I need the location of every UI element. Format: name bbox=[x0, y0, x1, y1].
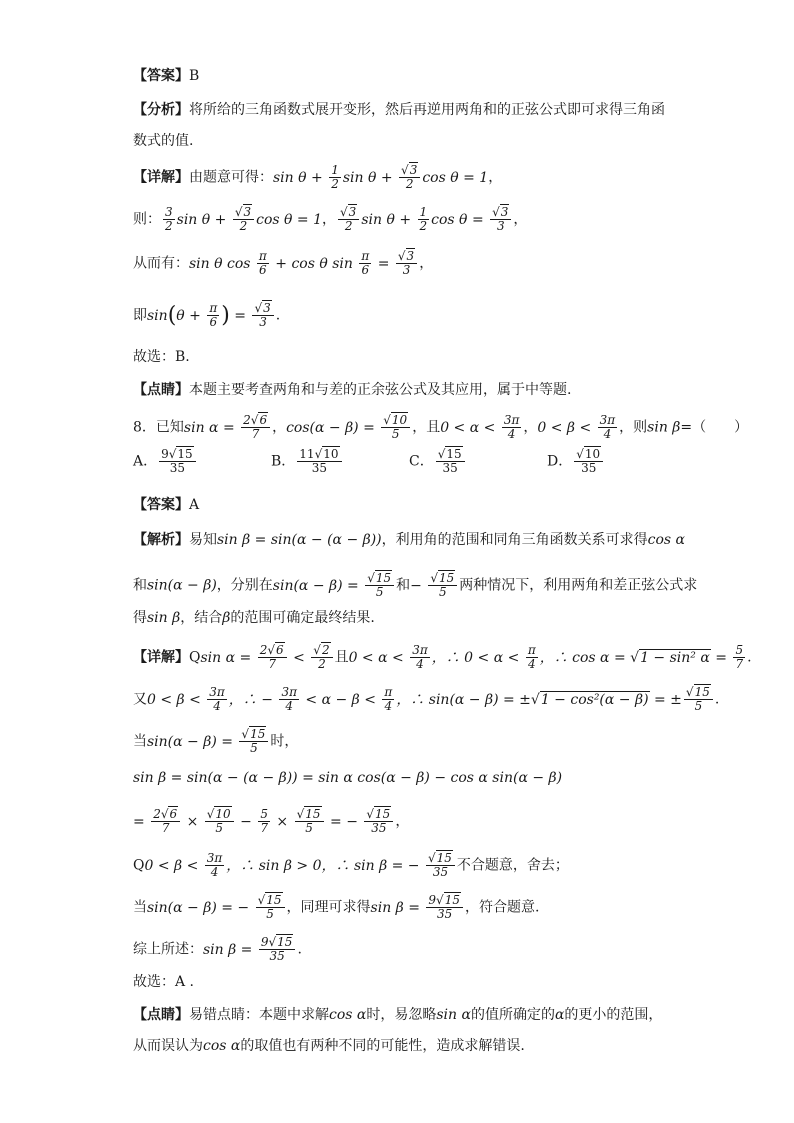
q7-comment: 本题主要考查两角和与差的正余弦公式及其应用，属于中等题. bbox=[189, 382, 572, 398]
q7-analysis-line-2 bbox=[133, 131, 193, 151]
q7-answer-line bbox=[133, 66, 199, 86]
q8-detail-line-3: 当sin(α − β) = $\frac{√15}{5}$ 时， bbox=[133, 727, 299, 755]
comment-label: 【点睛】 bbox=[133, 1007, 189, 1023]
detail-label: 【详解】 bbox=[133, 649, 189, 666]
q7-then: 则： bbox=[133, 211, 161, 228]
equation: α bbox=[554, 1007, 565, 1023]
equation: sin θ cos $\frac{\pi}{6}$ + cos θ sin $\frac{\pi}{6}$ = $\frac{√3}{3}$ bbox=[189, 256, 419, 272]
q8-analysis-line-2: 和sin(α − β)，分别在sin(α − β) = $\frac{√15}{5}$ 和− $\frac{√15}{5}$ 两种情况下，利用两角和差正弦公式求 bbox=[133, 571, 698, 599]
q7-analysis-text-2: 数式的值. bbox=[133, 133, 194, 149]
equation: 0 < β < $\frac{3\pi}{4}$ ，∴ sin β > 0，∴ sin β = − $\frac{√15}{35}$ bbox=[144, 858, 456, 874]
q8-detail-line-4 bbox=[133, 768, 562, 788]
q8-detail-line-6: Q0 < β < $\frac{3\pi}{4}$ ，∴ sin β > 0，∴ sin β = − $\frac{√15}{35}$ 不合题意，舍去； bbox=[133, 851, 569, 879]
q8-detail-line-8: 综上所述：sin β = $\frac{9√15}{35}$ . bbox=[133, 935, 302, 963]
q7-detail-line-4: 即sin(θ + $\frac{\pi}{6}$ ) = $\frac{√3}{3}$ . bbox=[133, 301, 281, 329]
analysis-label: 【解析】 bbox=[133, 532, 189, 548]
equation: cos α bbox=[329, 1007, 367, 1023]
analysis-label: 【分析】 bbox=[133, 102, 189, 118]
equation: sin α = $\frac{2√6}{7}$ bbox=[184, 420, 272, 436]
q7-detail-intro: 由题意可得： bbox=[189, 169, 273, 186]
equation: 0 < β < $\frac{3\pi}{4}$ ，∴ − $\frac{3\pi}{4}$ < α − β < $\frac{\pi}{4}$ ，∴ sin(α − β) = ±√1 − cos²(α − β) = ± $\frac{√15}{5}$ bbox=[147, 692, 715, 708]
equation: sin(α − β) bbox=[147, 577, 217, 594]
q7-ie: 即 bbox=[133, 307, 147, 324]
q8-analysis-line-1: 【解析】易知sin β = sin(α − (α − β))，利用角的范围和同角三角函数关系可求得cos α bbox=[133, 532, 686, 548]
q8-prefix: 8．已知 bbox=[133, 419, 184, 436]
q8-comment-line-2: 从而误认为cos α的取值也有两种不同的可能性，造成求解错误. bbox=[133, 1038, 525, 1054]
q7-choose: 故选：B. bbox=[133, 349, 190, 365]
q7-detail-line-1: 【详解】由题意可得：sin θ + $\frac{1}{2}$ sin θ + $\frac{√3}{2}$ cos θ = 1， bbox=[133, 163, 503, 191]
equation: sin(α − β) = $\frac{√15}{5}$ bbox=[273, 578, 396, 594]
q7-detail-line-2: 则： $\frac{3}{2}$ sin θ + $\frac{√3}{2}$ cos θ = 1， $\frac{√3}{2}$ sin θ + $\frac{1}{2}$ cos θ = $\frac{√3}{3}$ ， bbox=[133, 205, 528, 233]
q8-comment-line-1: 【点睛】易错点睛：本题中求解cos α时，易忽略sin α的值所确定的α的更小的范围， bbox=[133, 1007, 663, 1023]
q8-and: ，且 bbox=[412, 419, 441, 436]
q8-then-find: ，则 bbox=[619, 419, 648, 436]
q8-stem: 8．已知sin α = $\frac{2√6}{7}$ ，cos(α − β) = $\frac{√10}{5}$ ，且0 < α < $\frac{3\pi}{4}$ ，0 < β < $\frac{3\pi}{4}$ ，则sin β=（ ） bbox=[133, 413, 749, 441]
q7-hence: 从而有： bbox=[133, 255, 189, 272]
option-d: D． $\frac{√10}{35}$ bbox=[547, 448, 605, 475]
q8-options bbox=[133, 448, 693, 488]
detail-label: 【详解】 bbox=[133, 169, 189, 186]
equation: = $\frac{2√6}{7}$ × $\frac{√10}{5}$ − $\frac{5}{7}$ × $\frac{√15}{5}$ = − $\frac{√15}{35}$ bbox=[133, 814, 395, 830]
equation: sin β = sin(α − (α − β)) bbox=[217, 532, 382, 548]
equation: − $\frac{√15}{5}$ bbox=[410, 578, 459, 594]
equation: 0 < α < $\frac{3\pi}{4}$ bbox=[440, 413, 520, 441]
equation: sin(θ + $\frac{\pi}{6}$ ) = $\frac{√3}{3}$ bbox=[147, 308, 276, 324]
q7-analysis-text-1: 将所给的三角函数式展开变形，然后再逆用两角和的正弦公式即可求得三角函 bbox=[189, 102, 665, 118]
equation: sin α bbox=[436, 1007, 471, 1023]
equation: $\frac{3}{2}$ sin θ + $\frac{√3}{2}$ cos θ = 1 bbox=[165, 205, 323, 233]
equation: cos α bbox=[203, 1038, 241, 1054]
q8-detail-line-2: 又0 < β < $\frac{3\pi}{4}$ ，∴ − $\frac{3\pi}{4}$ < α − β < $\frac{\pi}{4}$ ，∴ sin(α − β) = ±√1 − cos²(α − β) = ± $\frac{√15}{5}$ . bbox=[133, 685, 720, 713]
q8-blank: =（ ） bbox=[680, 419, 749, 436]
q8-choose-line bbox=[133, 972, 194, 992]
answer-label: 【答案】 bbox=[133, 68, 189, 84]
option-a: A． $\frac{9√15}{35}$ bbox=[133, 448, 198, 475]
equation: sin(α − β) = $\frac{√15}{5}$ bbox=[147, 734, 270, 750]
q7-detail-line-3: 从而有：sin θ cos $\frac{\pi}{6}$ + cos θ sin $\frac{\pi}{6}$ = $\frac{√3}{3}$ ， bbox=[133, 249, 434, 277]
equation: sin α = $\frac{2√6}{7}$ < $\frac{√2}{2}$ bbox=[200, 650, 334, 666]
answer-label: 【答案】 bbox=[133, 497, 189, 513]
q8-detail-line-1: 【详解】Qsin α = $\frac{2√6}{7}$ < $\frac{√2}{2}$ 且0 < α < $\frac{3\pi}{4}$ ，∴ 0 < α < $\frac{\pi}{4}$ ，∴ cos α = √1 − sin² α = $\frac{5}{7}$ . bbox=[133, 643, 752, 671]
equation: $\frac{√3}{2}$ sin θ + $\frac{1}{2}$ cos θ = $\frac{√3}{3}$ bbox=[336, 212, 513, 228]
equation: cos α bbox=[647, 532, 686, 548]
equation: 0 < α < $\frac{3\pi}{4}$ ，∴ 0 < α < $\frac{\pi}{4}$ ，∴ cos α = √1 − sin² α = $\frac{5}{7}$ bbox=[348, 643, 744, 671]
q7-answer: B bbox=[189, 68, 200, 84]
q7-choose-line bbox=[133, 347, 190, 367]
equation: sin(α − β) = − $\frac{√15}{5}$ bbox=[147, 900, 287, 916]
q7-analysis-line-1 bbox=[133, 100, 665, 120]
equation: 0 < β < $\frac{3\pi}{4}$ bbox=[537, 413, 616, 441]
equation: sin β = $\frac{9√15}{35}$ bbox=[203, 942, 297, 958]
option-b: B． $\frac{11√10}{35}$ bbox=[271, 448, 344, 475]
equation: sin β = $\frac{9√15}{35}$ bbox=[371, 900, 465, 916]
q8-answer: A bbox=[189, 497, 200, 513]
equation: cos(α − β) = $\frac{√10}{5}$ bbox=[286, 420, 412, 436]
q8-answer-line bbox=[133, 495, 199, 515]
equation: β bbox=[222, 610, 231, 626]
q8-choose: 故选：A . bbox=[133, 974, 195, 990]
equation: sin θ + $\frac{1}{2}$ sin θ + $\frac{√3}{2}$ cos θ = 1 bbox=[273, 163, 489, 191]
comment-label: 【点睛】 bbox=[133, 382, 189, 398]
q7-comment-line bbox=[133, 380, 571, 400]
q8-detail-line-7: 当sin(α − β) = − $\frac{√15}{5}$ ，同理可求得sin β = $\frac{9√15}{35}$ ，符合题意. bbox=[133, 893, 540, 921]
option-c: C． $\frac{√15}{35}$ bbox=[409, 448, 467, 475]
q8-analysis-line-3: 得sin β，结合β的范围可确定最终结果. bbox=[133, 610, 375, 626]
q8-detail-line-5: = $\frac{2√6}{7}$ × $\frac{√10}{5}$ − $\frac{5}{7}$ × $\frac{√15}{5}$ = − $\frac{√15}{35}$ ， bbox=[133, 807, 410, 835]
equation: sin β bbox=[147, 610, 181, 626]
equation: sin β = sin(α − (α − β)) = sin α cos(α − β) − cos α sin(α − β) bbox=[133, 770, 563, 786]
equation: sin β bbox=[647, 419, 681, 436]
